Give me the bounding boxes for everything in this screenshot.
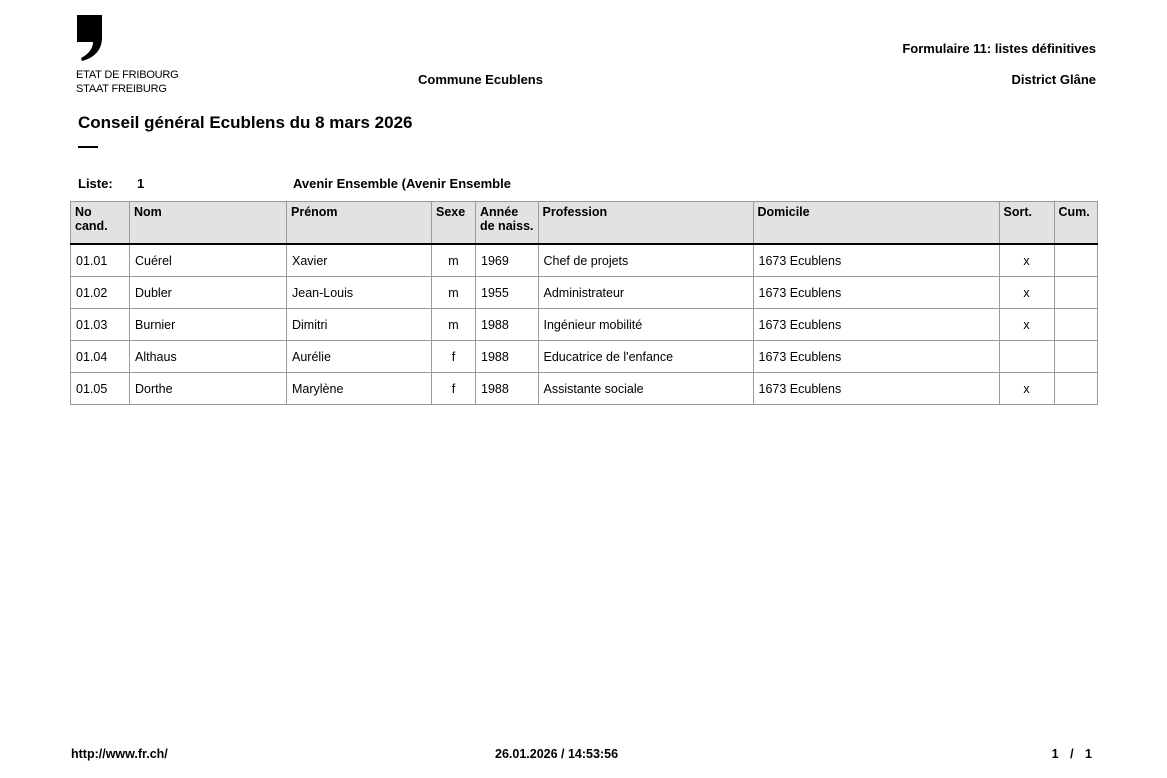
cell-cum	[1054, 309, 1097, 341]
col-header-no-line1: No	[75, 205, 92, 219]
cell-prenom: Jean-Louis	[287, 277, 432, 309]
cell-nom: Althaus	[130, 341, 287, 373]
logo-text-line1: ETAT DE FRIBOURG	[76, 69, 179, 81]
candidates-table	[70, 201, 1098, 405]
cell-no: 01.03	[71, 309, 130, 341]
cell-profession: Administrateur	[538, 277, 753, 309]
table-row	[71, 341, 1098, 373]
cell-cum	[1054, 277, 1097, 309]
cell-sort: x	[999, 244, 1054, 277]
cell-sexe: m	[432, 309, 476, 341]
district-name: District Glâne	[1011, 72, 1096, 87]
form-title: Formulaire 11: listes définitives	[902, 41, 1096, 56]
list-name: Avenir Ensemble (Avenir Ensemble	[293, 176, 511, 191]
col-header-sexe: Sexe	[432, 202, 476, 245]
cell-domicile: 1673 Ecublens	[753, 309, 999, 341]
col-header-nom: Nom	[130, 202, 287, 245]
cell-nom: Cuérel	[130, 244, 287, 277]
col-header-annee-line2: de naiss.	[480, 219, 534, 233]
logo-text-line2: STAAT FREIBURG	[76, 83, 167, 95]
table-row	[71, 309, 1098, 341]
cell-sexe: m	[432, 277, 476, 309]
cell-domicile: 1673 Ecublens	[753, 277, 999, 309]
cell-nom: Dorthe	[130, 373, 287, 405]
cell-sort: x	[999, 309, 1054, 341]
table-row	[71, 373, 1098, 405]
cell-no: 01.01	[71, 244, 130, 277]
col-header-annee	[476, 202, 539, 245]
col-header-domicile: Domicile	[753, 202, 999, 245]
cell-cum	[1054, 341, 1097, 373]
col-header-annee-line1: Année	[480, 205, 519, 219]
cell-annee: 1988	[476, 309, 539, 341]
cell-profession: Ingénieur mobilité	[538, 309, 753, 341]
cell-annee: 1988	[476, 373, 539, 405]
col-header-cum: Cum.	[1054, 202, 1097, 245]
cell-no: 01.05	[71, 373, 130, 405]
page-title: Conseil général Ecublens du 8 mars 2026	[78, 113, 413, 132]
cell-sexe: f	[432, 341, 476, 373]
cell-prenom: Xavier	[287, 244, 432, 277]
footer-page-number: 1 / 1	[1051, 747, 1092, 761]
col-header-no	[71, 202, 130, 245]
footer-datetime: 26.01.2026 / 14:53:56	[495, 747, 619, 761]
cell-no: 01.02	[71, 277, 130, 309]
cell-sexe: f	[432, 373, 476, 405]
cell-profession: Chef de projets	[538, 244, 753, 277]
table-row	[71, 277, 1098, 309]
cell-prenom: Marylène	[287, 373, 432, 405]
col-header-sort: Sort.	[999, 202, 1054, 245]
cell-sort	[999, 341, 1054, 373]
cell-sort: x	[999, 373, 1054, 405]
cell-sexe: m	[432, 244, 476, 277]
cell-sort: x	[999, 277, 1054, 309]
cell-domicile: 1673 Ecublens	[753, 341, 999, 373]
cell-annee: 1969	[476, 244, 539, 277]
col-header-profession: Profession	[538, 202, 753, 245]
cell-prenom: Dimitri	[287, 309, 432, 341]
footer-url-link[interactable]: http://www.fr.ch/	[71, 747, 168, 761]
cell-profession: Assistante sociale	[538, 373, 753, 405]
list-label: Liste:	[78, 176, 113, 191]
cell-cum	[1054, 244, 1097, 277]
table-header-row	[71, 202, 1098, 245]
cell-no: 01.04	[71, 341, 130, 373]
table-row	[71, 244, 1098, 277]
list-number: 1	[137, 176, 145, 191]
cell-nom: Burnier	[130, 309, 287, 341]
cell-annee: 1988	[476, 341, 539, 373]
title-divider	[78, 146, 98, 148]
cell-prenom: Aurélie	[287, 341, 432, 373]
col-header-prenom: Prénom	[287, 202, 432, 245]
canton-fribourg-logo-icon	[76, 14, 106, 62]
cell-nom: Dubler	[130, 277, 287, 309]
cell-domicile: 1673 Ecublens	[753, 244, 999, 277]
cell-domicile: 1673 Ecublens	[753, 373, 999, 405]
cell-cum	[1054, 373, 1097, 405]
cell-profession: Educatrice de l'enfance	[538, 341, 753, 373]
commune-name: Commune Ecublens	[418, 72, 543, 87]
cell-annee: 1955	[476, 277, 539, 309]
col-header-no-line2: cand.	[75, 219, 108, 233]
